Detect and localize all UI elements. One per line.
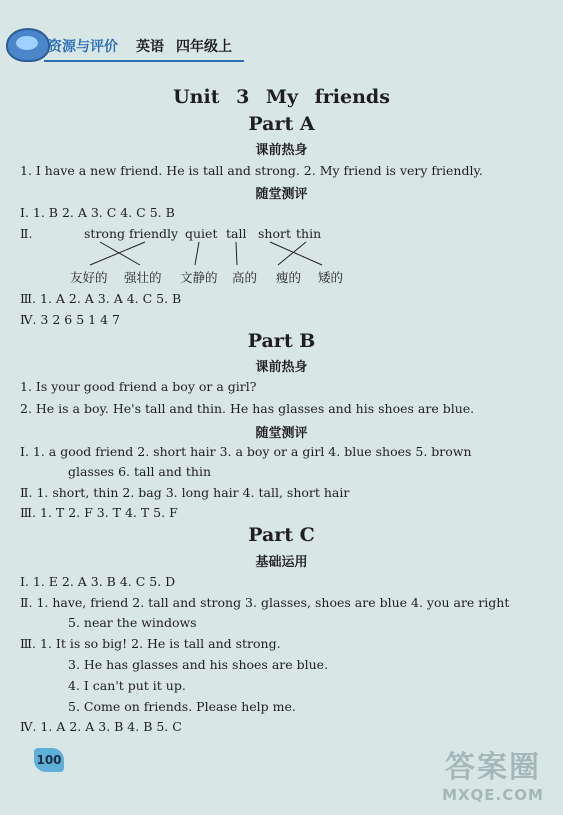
match-meaning: 高的 [232,270,258,285]
match-line [270,242,322,265]
part-b-q2: Ⅱ. 1. short, thin 2. bag 3. long hair 4. tall, short hair [20,485,350,500]
watermark-title: 答案圈 [445,750,541,785]
page-number: 100 [34,748,64,772]
part-c-q2a: Ⅱ. 1. have, friend 2. tall and strong 3. glasses, shoes are blue 4. you are right [20,595,510,610]
part-c-q4: Ⅳ. 1. A 2. A 3. B 4. B 5. C [20,719,182,734]
part-c-q3-4: 4. I can't put it up. [68,678,186,693]
part-a-q2-label: Ⅱ. [20,226,33,241]
match-word: short [258,226,291,241]
match-meaning: 瘦的 [276,270,302,285]
match-meaning: 强壮的 [124,270,162,285]
matching-lines [0,0,563,300]
match-word: friendly [129,226,179,241]
match-line [236,242,237,265]
match-line [100,242,140,265]
part-a-test-heading: 随堂测评 [255,187,308,202]
match-word: quiet [185,226,218,241]
grade-label: 四年级上 [176,39,232,55]
match-line [195,242,199,265]
watermark-url: MXQE.COM [442,786,544,804]
part-c-heading: 基础运用 [255,555,308,570]
part-b-pre-1: 1. Is your good friend a boy or a girl? [20,379,257,394]
match-meaning: 矮的 [318,270,344,285]
part-b-q1a: Ⅰ. 1. a good friend 2. short hair 3. a boy or a girl 4. blue shoes 5. brown [20,444,472,459]
match-meaning: 文静的 [180,270,218,285]
part-c-q3-1: Ⅲ. 1. It is so big! 2. He is tall and strong. [20,636,281,651]
part-a-title: Part A [248,113,315,135]
match-word: strong [84,226,125,241]
match-word: tall [226,226,247,241]
match-line [90,242,145,265]
watermark [428,742,558,812]
series-title: 资源与评价 [48,39,118,55]
part-a-pre-line: 1. I have a new friend. He is tall and strong. 2. My friend is very friendly. [20,163,483,178]
part-c-q2b: 5. near the windows [68,615,197,630]
part-a-pre-heading: 课前热身 [255,143,308,158]
part-c-q3-3: 3. He has glasses and his shoes are blue. [68,657,329,672]
part-b-pre-2: 2. He is a boy. He's tall and thin. He has glasses and his shoes are blue. [20,401,475,416]
part-b-q1b: glasses 6. tall and thin [68,464,212,479]
subject-label: 英语 [136,39,164,55]
match-word: thin [296,226,322,241]
unit-title: Unit 3 My friends [173,86,390,108]
part-b-test-heading: 随堂测评 [255,426,308,441]
part-c-title: Part C [248,524,315,546]
part-b-pre-heading: 课前热身 [255,360,308,375]
part-c-q1: Ⅰ. 1. E 2. A 3. B 4. C 5. D [20,574,176,589]
match-meaning: 友好的 [70,270,108,285]
part-a-q4: Ⅳ. 3 2 6 5 1 4 7 [20,312,120,327]
part-b-q3: Ⅲ. 1. T 2. F 3. T 4. T 5. F [20,505,178,520]
match-line [278,242,306,265]
part-a-q3: Ⅲ. 1. A 2. A 3. A 4. C 5. B [20,291,182,306]
part-b-title: Part B [247,330,316,352]
part-c-q3-5: 5. Come on friends. Please help me. [68,699,296,714]
part-a-q1: Ⅰ. 1. B 2. A 3. C 4. C 5. B [20,205,175,220]
